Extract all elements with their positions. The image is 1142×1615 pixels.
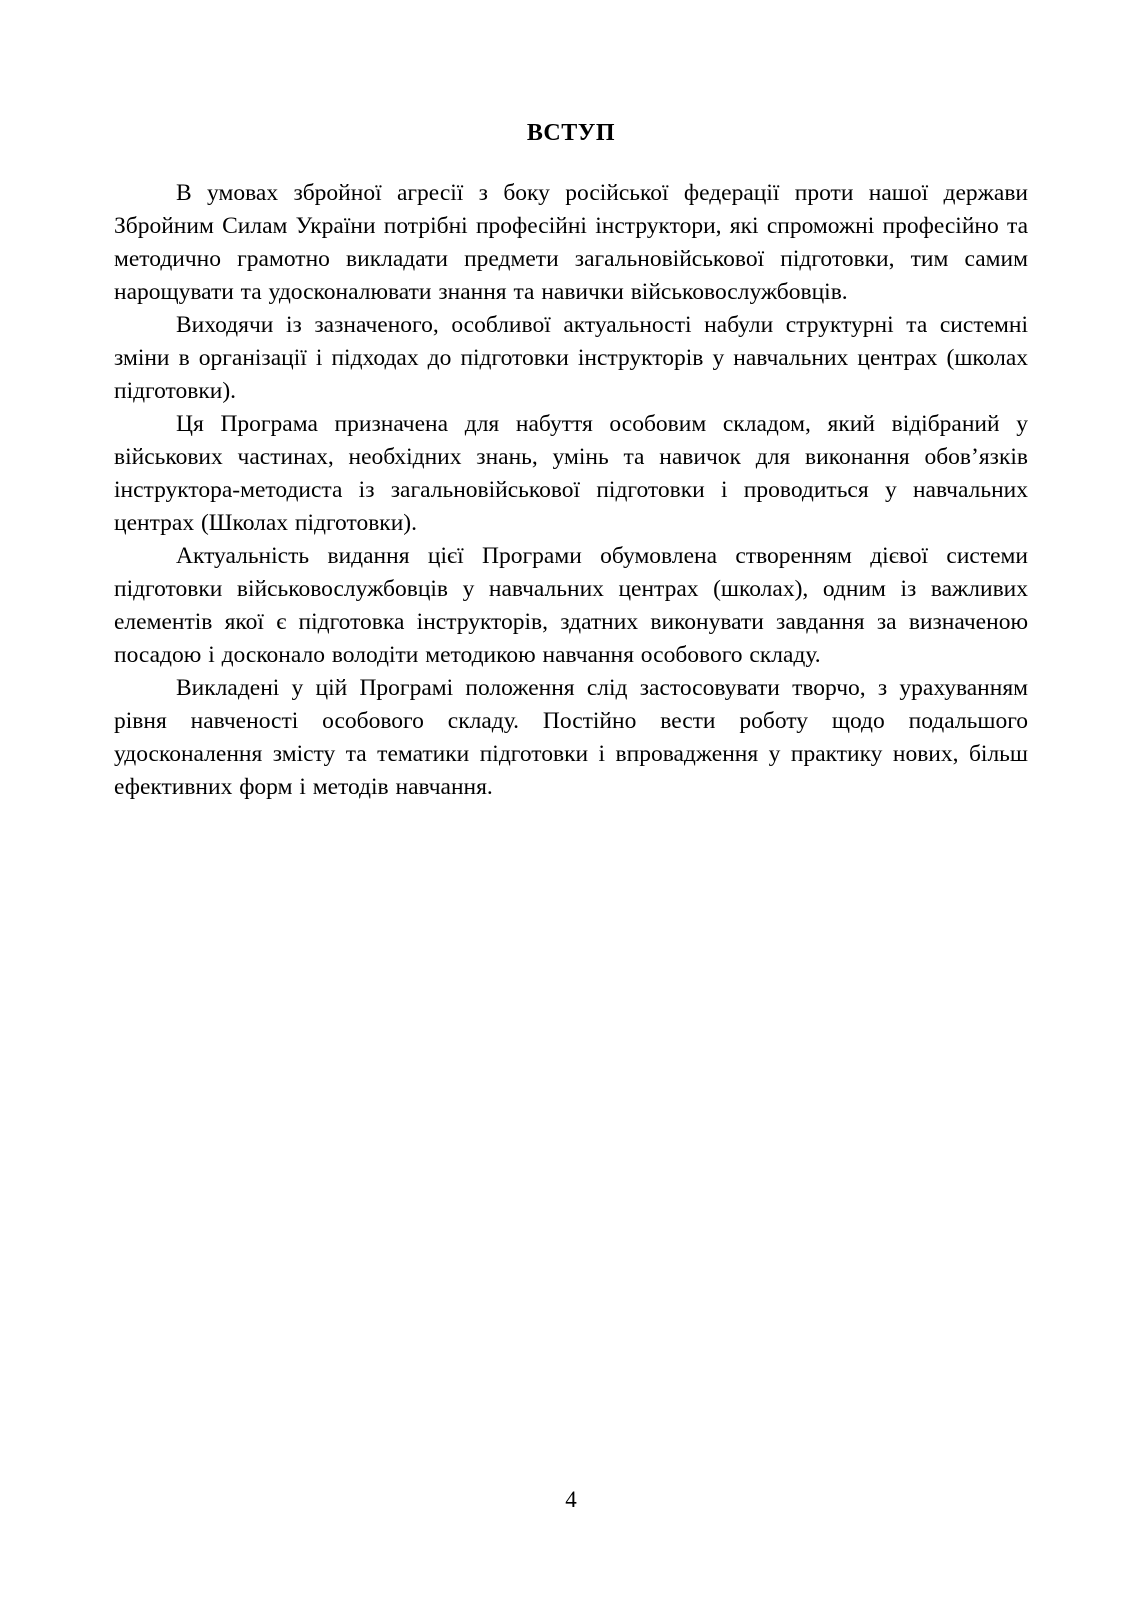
paragraph: Актуальність видання цієї Програми обумовлена створенням дієвої системи підготовки військовослужбовців у навчальних центрах (школах), одним із важливих елементів якої є підготовка інструкторів, здатних виконувати завдання за визначеною посадою і досконало володіти методикою навчання особового складу.: [114, 543, 1028, 668]
paragraph: Ця Програма призначена для набуття особовим складом, який відібраний у військових частинах, необхідних знань, умінь та навичок для виконання обов’язків інструктора-методиста із загальновійськової підготовки і проводиться у навчальних центрах (Школах підготовки).: [114, 411, 1028, 536]
paragraphs-container: [114, 177, 1028, 804]
paragraph: Виходячи із зазначеного, особливої актуальності набули структурні та системні зміни в організації і підходах до підготовки інструкторів у навчальних центрах (школах підготовки).: [114, 312, 1028, 404]
page-number: 4: [565, 1487, 577, 1512]
paragraph: В умовах збройної агресії з боку російської федерації проти нашої держави Збройним Силам України потрібні професійні інструктори, які спроможні професійно та методично грамотно викладати предмети загальновійськової підготовки, тим самим нарощувати та удосконалювати знання та навички військовослужбовців.: [114, 180, 1028, 305]
paragraph: Викладені у цій Програмі положення слід застосовувати творчо, з урахуванням рівня навченості особового складу. Постійно вести роботу щодо подальшого удосконалення змісту та тематики підготовки і впровадження у практику нових, більш ефективних форм і методів навчання.: [114, 675, 1028, 800]
page-title: ВСТУП: [526, 120, 616, 146]
